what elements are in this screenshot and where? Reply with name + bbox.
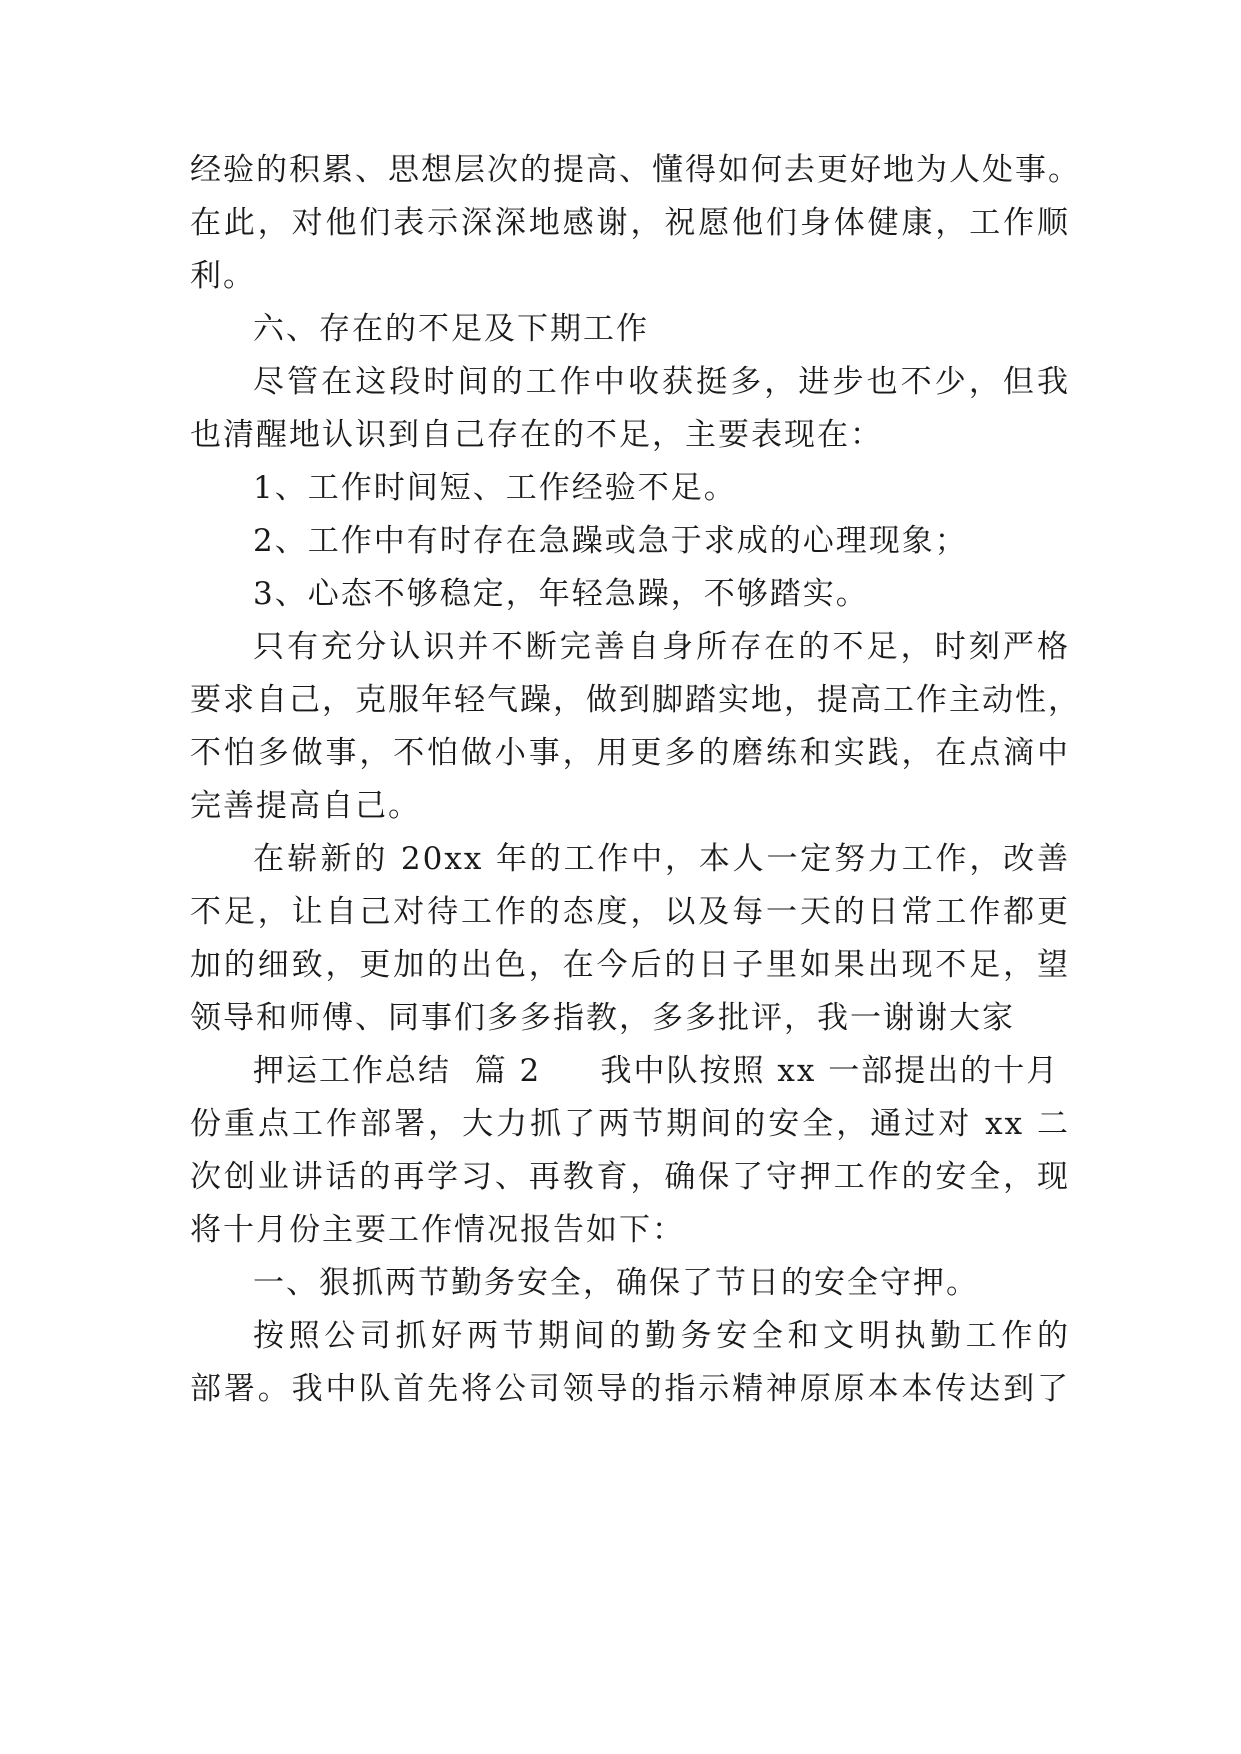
section-heading: 一、狠抓两节勤务安全，确保了节日的安全守押。 [253, 1265, 979, 1301]
paragraph-line: 不怕多做事，不怕做小事，用更多的磨练和实践，在点滴中 [190, 735, 1070, 771]
paragraph-line: 完善提高自己。 [190, 788, 421, 824]
paragraph-line: 份重点工作部署，大力抓了两节期间的安全，通过对 xx 二 [190, 1106, 1070, 1142]
paragraph-line: 加的细致，更加的出色，在今后的日子里如果出现不足，望 [190, 947, 1070, 983]
paragraph-line: 部署。我中队首先将公司领导的指示精神原原本本传达到了 [190, 1371, 1070, 1407]
paragraph-line: 按照公司抓好两节期间的勤务安全和文明执勤工作的 [253, 1318, 1070, 1354]
paragraph-line: 在此，对他们表示深深地感谢，祝愿他们身体健康，工作顺 [190, 205, 1070, 241]
list-item: 2、工作中有时存在急躁或急于求成的心理现象； [253, 523, 968, 559]
paragraph-line: 不足，让自己对待工作的态度，以及每一天的日常工作都更 [190, 894, 1070, 930]
section-heading: 六、存在的不足及下期工作 [253, 311, 649, 347]
list-item: 1、工作时间短、工作经验不足。 [253, 470, 737, 506]
paragraph-line: 尽管在这段时间的工作中收获挺多，进步也不少，但我 [253, 364, 1070, 400]
article-heading-line: 押运工作总结 篇 2 我中队按照 xx 一部提出的十月 [253, 1053, 1060, 1089]
paragraph-line: 利。 [190, 258, 256, 294]
paragraph-line: 也清醒地认识到自己存在的不足，主要表现在： [190, 417, 883, 453]
paragraph-line: 在崭新的 20xx 年的工作中，本人一定努力工作，改善 [253, 841, 1070, 877]
list-item: 3、心态不够稳定，年轻急躁，不够踏实。 [253, 576, 869, 612]
paragraph-line: 经验的积累、思想层次的提高、懂得如何去更好地为人处事。 [190, 152, 1081, 188]
paragraph-line: 要求自己，克服年轻气躁，做到脚踏实地，提高工作主动性， [190, 682, 1081, 718]
paragraph-line: 领导和师傅、同事们多多指教，多多批评，我一谢谢大家 [190, 1000, 1015, 1036]
paragraph-line: 将十月份主要工作情况报告如下： [190, 1212, 685, 1248]
paragraph-line: 次创业讲话的再学习、再教育，确保了守押工作的安全，现 [190, 1159, 1070, 1195]
paragraph-line: 只有充分认识并不断完善自身所存在的不足，时刻严格 [253, 629, 1070, 665]
